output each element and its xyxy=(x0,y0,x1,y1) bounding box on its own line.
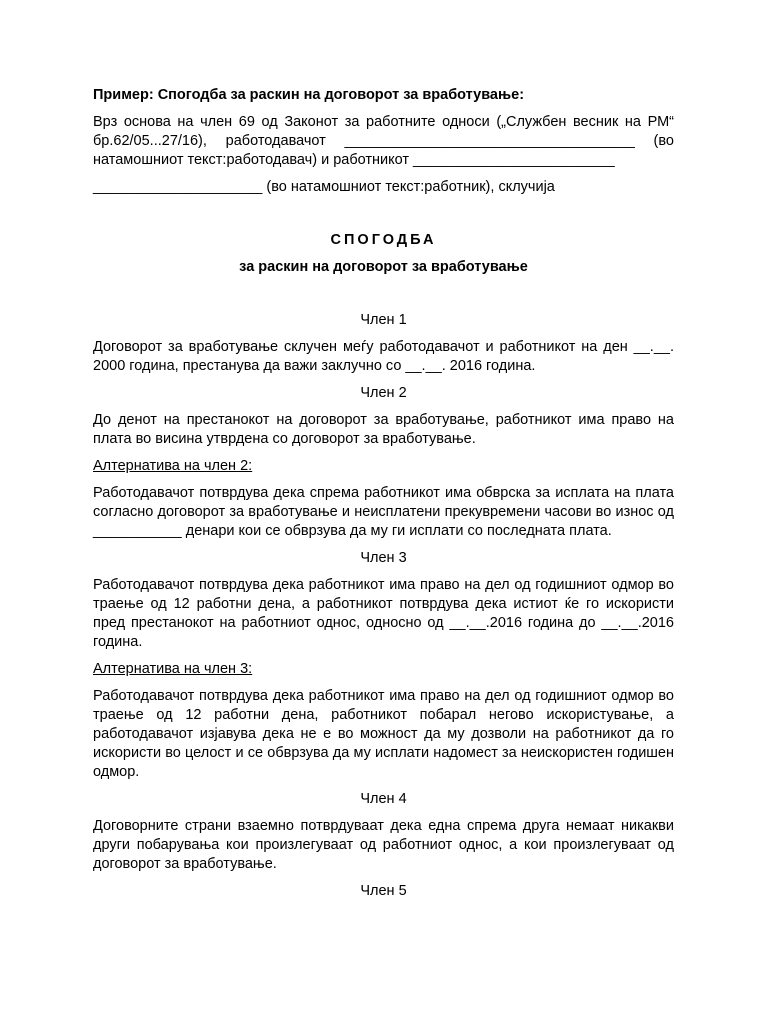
clause-2-label: Член 2 xyxy=(360,385,407,401)
clause-1-label: Член 1 xyxy=(360,312,407,328)
intro-continuation: _____________________ (во натамошниот текст:работник), склучија xyxy=(93,179,555,195)
clause-2-alternative-label: Алтернатива на член 2: xyxy=(93,458,253,474)
clause-3-text: Работодавачот потврдува дека работникот има право на дел од годишниот одмор во траење од 12 работни дена, а работникот потврдува дека истиот ќе го искористи пред престанокот на работниот однос, односно од __.__.2016 година до __.__.2016 година. xyxy=(93,577,674,650)
clause-3-alternative-label: Алтернатива на член 3: xyxy=(93,661,253,677)
document-heading: Пример: Спогодба за раскин на договорот за вработување: xyxy=(93,87,525,103)
clause-3-alternative-text: Работодавачот потврдува дека работникот има право на дел од годишниот одмор во траење од 12 работни дена, работникот побарал негово искористување, а работодавачот изјавува дека не е во можност да му дозволи на работникот да го искористи во целост и се обврзува да му исплати надомест за неискористен годишен одмор. xyxy=(93,688,674,780)
clause-3-label: Член 3 xyxy=(360,550,407,566)
intro-paragraph: Врз основа на член 69 од Законот за работните односи („Службен весник на РМ“ бр.62/05...27/16), работодавачот ____________________________________ (во натамошниот текст:работодавач) и работникот _________________________ xyxy=(93,114,674,168)
clause-5-label: Член 5 xyxy=(360,883,407,899)
agreement-title: СПОГОДБА xyxy=(330,232,437,248)
document-page xyxy=(93,86,674,909)
clause-4-label: Член 4 xyxy=(360,791,407,807)
clause-2-alternative-text: Работодавачот потврдува дека спрема работникот има обврска за исплата на плата согласно договорот за вработување и неисплатени прекувремени часови во износ од ___________ денари кои се обврзува да му ги исплати со последната плата. xyxy=(93,485,674,539)
agreement-subtitle: за раскин на договорот за вработување xyxy=(239,259,528,275)
clause-1-text: Договорот за вработување склучен меѓу работодавачот и работникот на ден __.__. 2000 година, престанува да важи заклучно со __.__. 2016 година. xyxy=(93,339,674,374)
clause-2-text: До денот на престанокот на договорот за вработување, работникот има право на плата во висина утврдена со договорот за вработување. xyxy=(93,412,674,447)
clause-4-text: Договорните страни взаемно потврдуваат дека една спрема друга немаат никакви други побарувања кои произлегуваат од работниот однос, а кои произлегуваат од договорот за вработување. xyxy=(93,818,674,872)
